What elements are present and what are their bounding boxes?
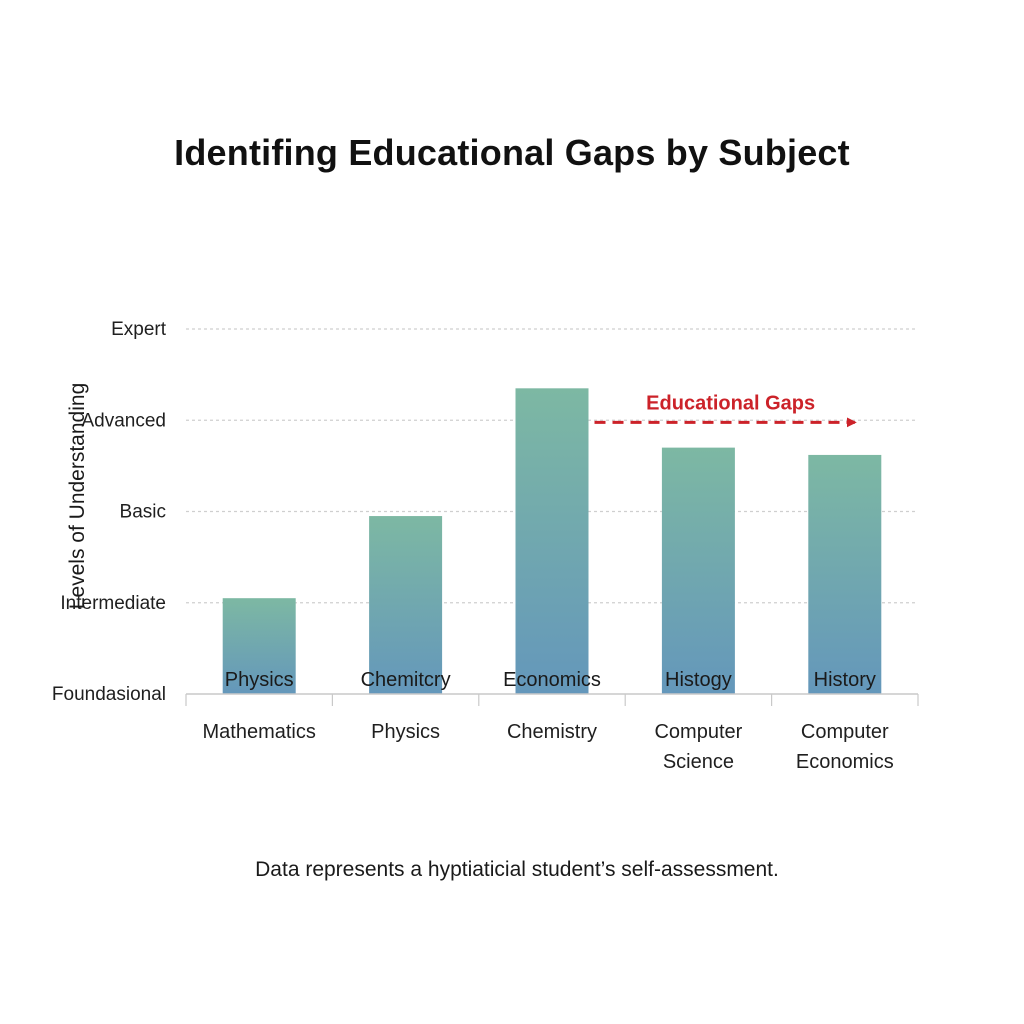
bar-label: Histogy [665,669,732,691]
bar-label: Economics [503,669,601,691]
x-tick-label: Mathematics [202,721,316,743]
bar [369,516,442,694]
chart-title: Identifing Educational Gaps by Subject [174,132,850,173]
x-tick-label: Computer Economics [795,721,894,773]
bar [808,455,881,694]
bar-label: Physics [224,669,294,691]
x-tick-labels [203,721,894,773]
y-tick-label: Intermediate [60,592,166,614]
x-axis [186,694,918,706]
y-tick-label: Advanced [81,410,166,432]
bar-label: Chemitcry [360,669,451,691]
y-tick-label: Basic [119,501,166,523]
y-tick-label: Foundasional [51,684,166,705]
y-axis-label: Levels of Understanding [66,382,89,610]
gap-annotation [595,392,855,422]
footnote: Data represents a hyptiaticial student’s self-assessment. [255,858,779,881]
x-tick-label: Computer Science [654,721,743,773]
x-tick-label: Physics [371,721,441,743]
y-tick-label: Expert [111,319,166,340]
bar-label: History [813,669,876,691]
x-tick-label: Chemistry [506,721,598,743]
bars [223,388,882,694]
gap-annotation-label: Educational Gaps [646,392,816,415]
bar [516,388,589,694]
bar [662,448,735,694]
